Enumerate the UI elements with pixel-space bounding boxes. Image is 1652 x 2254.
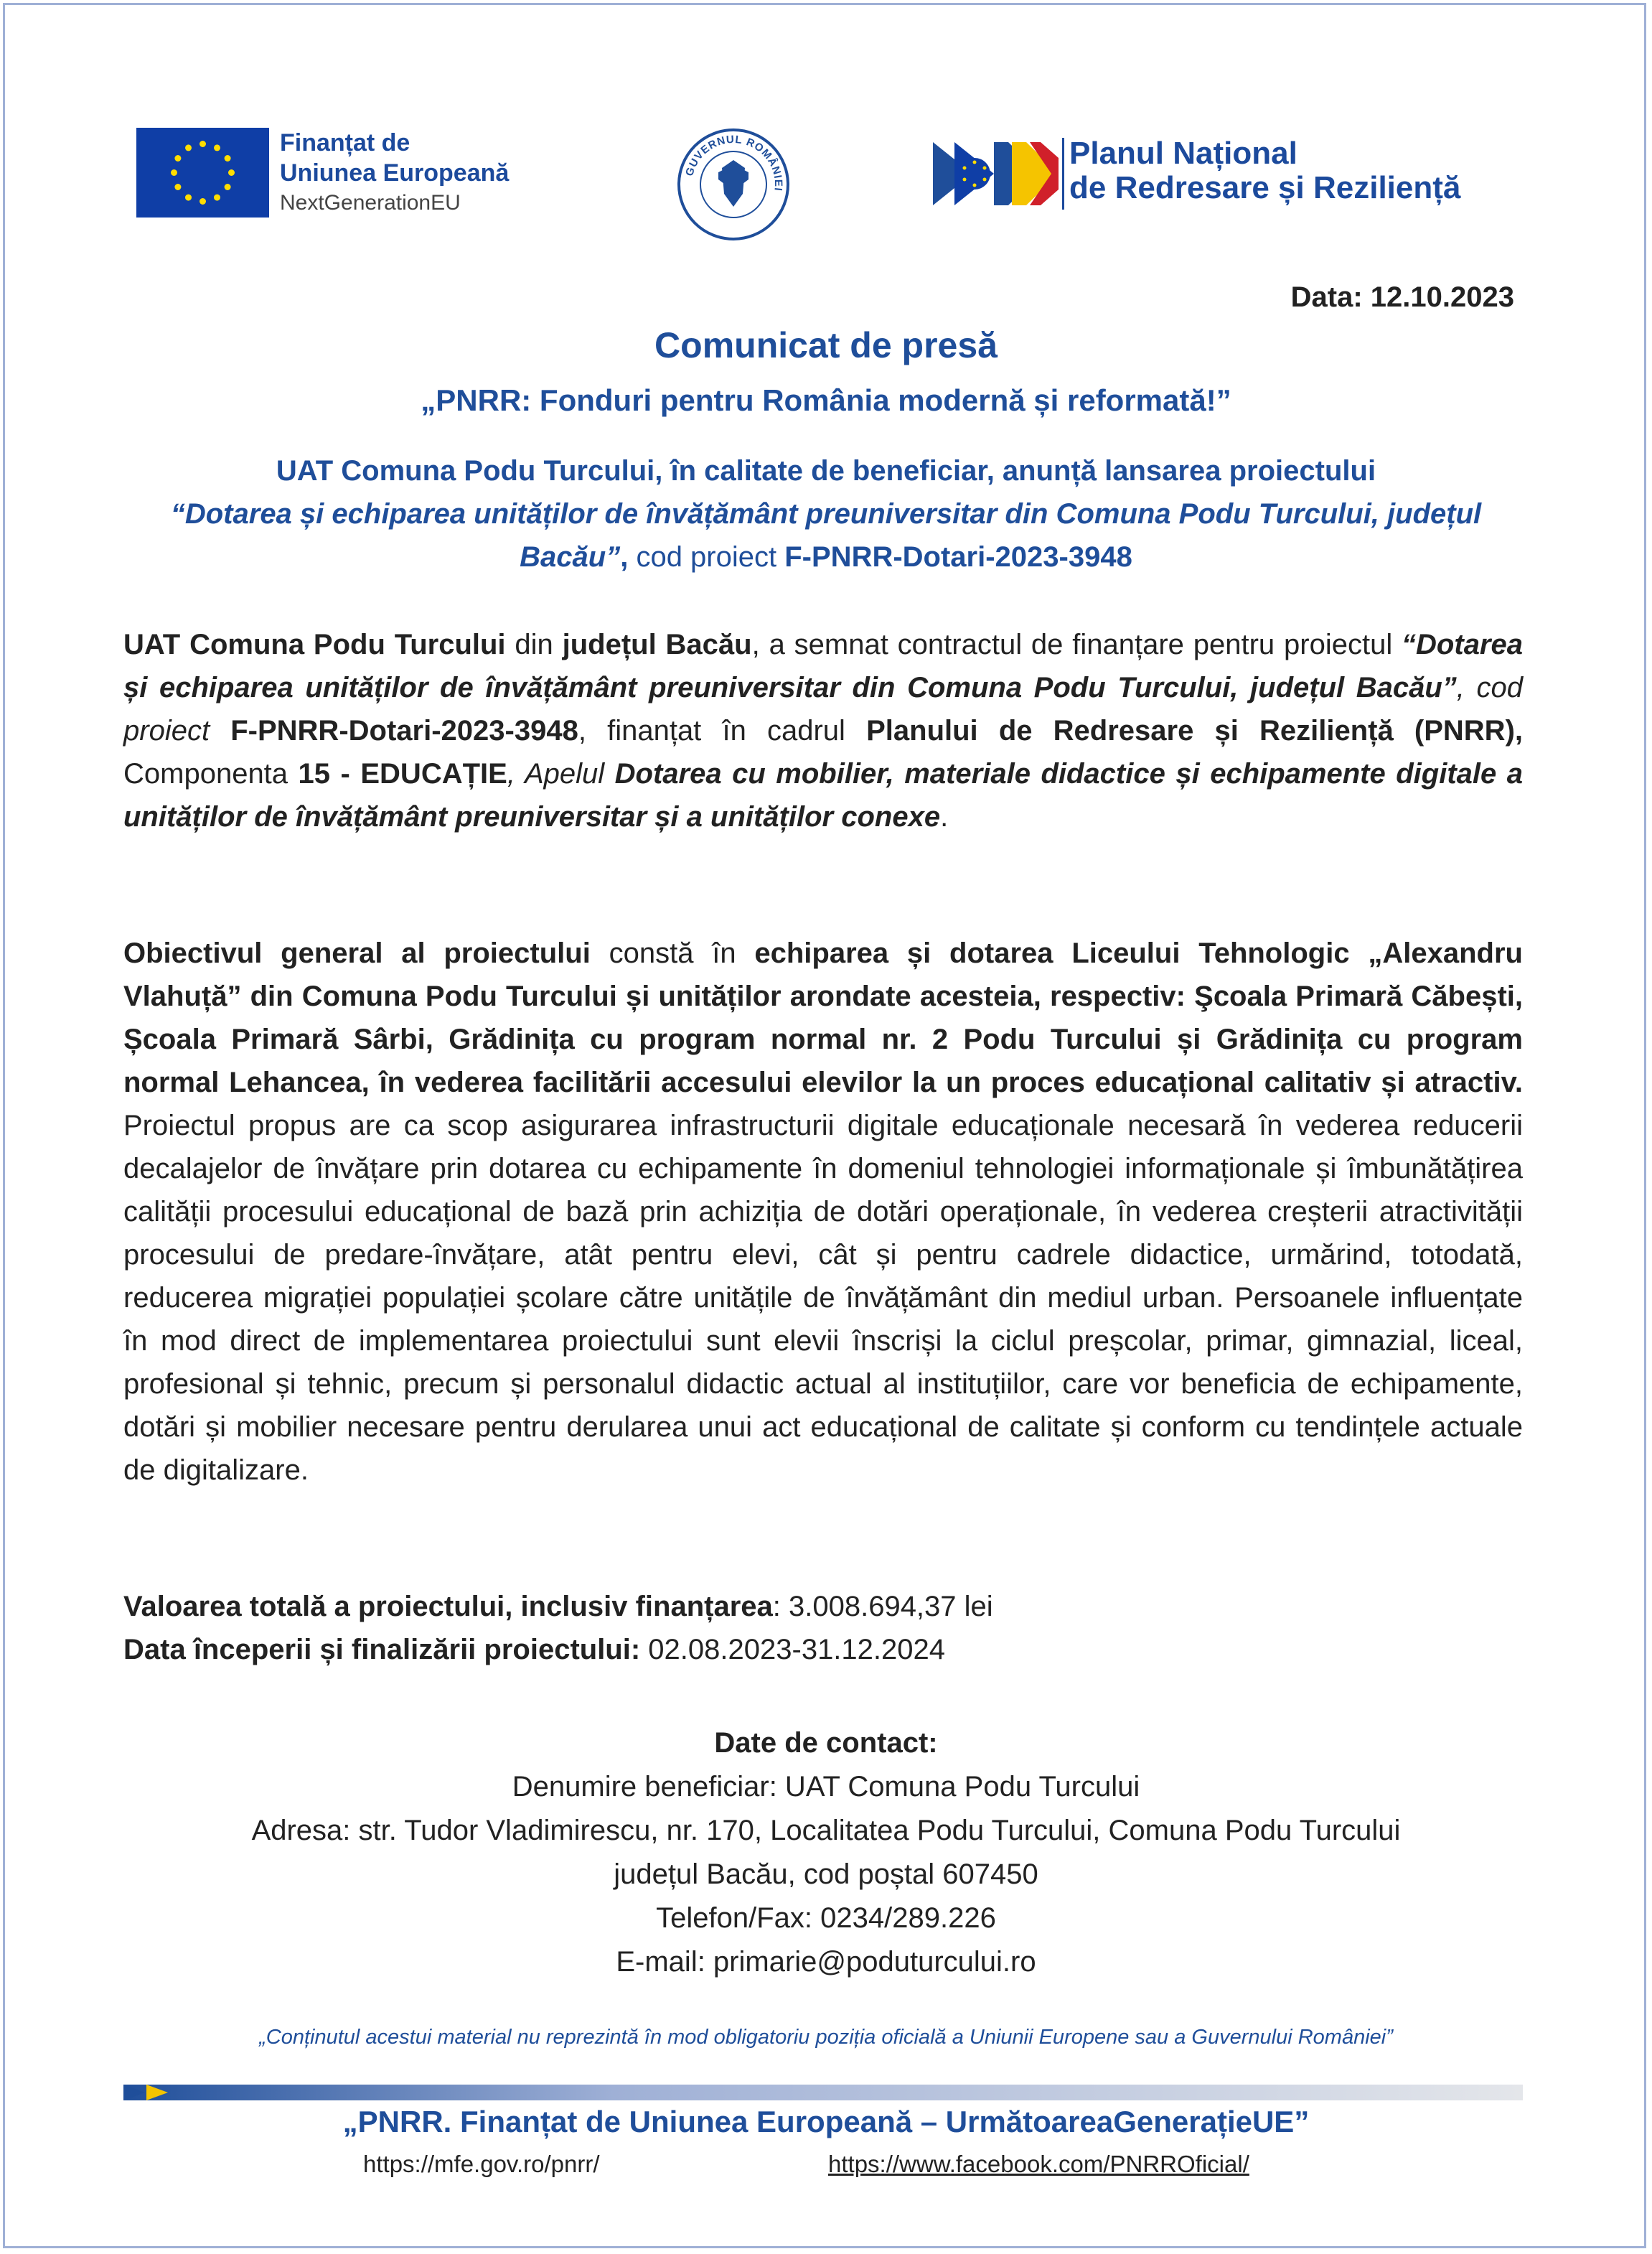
contact-heading: Date de contact: <box>714 1727 938 1759</box>
eu-star-icon <box>174 155 181 162</box>
paragraph-contract <box>123 623 1523 838</box>
para1-s10: Componenta <box>123 758 299 790</box>
romanian-government-seal-icon <box>677 128 790 241</box>
para1-s14: . <box>940 801 949 833</box>
para2-s3: echiparea și dotarea Liceului Tehnologic „Alexandru Vlahuță” din Comuna Podu Turcului și unităților arondate acesteia, respectiv: Şcoala Primară Căbești, Școala Primară Sârbi, Grădinița cu program normal nr. 2 Podu Turcului și Grădinița cu program normal Lehancea, în vederea facilitării accesului elevilor la un proces educațional calitativ și atractiv. <box>123 937 1523 1098</box>
para1-s11: 15 - EDUCAȚIE <box>298 758 507 790</box>
period-line <box>123 1628 1523 1671</box>
eu-star-icon <box>200 198 206 205</box>
romanian-government-seal <box>677 128 790 241</box>
intro-line1: UAT Comuna Podu Turcului, în calitate de beneficiar, anunță lansarea proiectului <box>276 455 1376 487</box>
intro-comma: , <box>620 541 629 573</box>
intro-cod: F-PNRR-Dotari-2023-3948 <box>784 541 1132 573</box>
seal-ring-text: GUVERNUL ROMÂNIEI <box>683 133 785 192</box>
eu-flag-icon <box>136 128 269 218</box>
eu-star-icon <box>200 141 206 147</box>
eu-star-icon <box>171 169 177 176</box>
para1-s3: județul Bacău <box>562 629 752 660</box>
contact-phone: Telefon/Fax: 0234/289.226 <box>656 1902 996 1934</box>
page-subtitle: „PNRR: Fonduri pentru România modernă și reformată!” <box>421 383 1231 417</box>
para2-s4: Proiectul propus are ca scop asigurarea infrastructurii digitale educaționale necesară în vederea reducerii decalajelor de învățare prin dotarea cu echipamente în domeniul tehnologiei informaționale și îmbunătățirea calității procesului educațional de bază prin achiziția de dotări operaționale, în vederea creșterii atractivității procesului de predare-învățare, atât pentru elevi, cât și pentru cadrele didactice, urmărind, totodată, reducerea migrației populației școlare către unitățile de învățământ din mediul urban. Persoanele influențate în mod direct de implementarea proiectului sunt elevii înscriși la ciclul preșcolar, primar, gimnazial, liceal, profesional și tehnic, precum și personalul didactic actual al instituțiilor, care vor beneficia de echipamente, dotări și mobilier necesare pentru derularea unui act educațional de calitate și conform cu tendințele actuale de digitalizare. <box>123 1110 1523 1486</box>
eu-funding-logo <box>136 128 538 223</box>
intro-cod-label: cod proiect <box>636 541 777 573</box>
period-value: 02.08.2023-31.12.2024 <box>640 1634 946 1665</box>
eu-logo-line2: Uniunea Europeană <box>280 159 510 187</box>
eu-star-icon <box>225 155 231 162</box>
para1-s4: , a semnat contractul de finanțare pentru proiectul <box>751 629 1402 660</box>
pnrr-divider <box>1062 138 1064 210</box>
pnrr-logo-line1: Planul Național <box>1069 136 1297 171</box>
para1-s6: , cod proiect <box>123 672 1524 747</box>
para1-s13: Dotarea cu mobilier, materiale didactice și echipamente digitale a unităților de învățământ preuniversitar și a unităților conexe <box>123 758 1524 833</box>
mfe-link[interactable]: https://mfe.gov.ro/pnrr/ <box>363 2151 600 2177</box>
eu-star-icon <box>185 195 192 201</box>
pnrr-logo-text <box>1069 136 1460 205</box>
eu-logo-text <box>280 128 509 218</box>
para1-s1: UAT Comuna Podu Turcului <box>123 629 506 660</box>
contact-email: E-mail: primarie@poduturcului.ro <box>616 1946 1036 1978</box>
para1-s8: , finanțat în cadrul <box>578 715 867 747</box>
contact-block <box>0 1721 1652 1984</box>
pnrr-arrows-icon <box>933 136 1059 212</box>
page-title: Comunicat de presă <box>654 325 998 365</box>
intro-block <box>144 449 1508 579</box>
total-value-sep: : <box>772 1591 789 1622</box>
eu-star-icon <box>185 144 192 151</box>
footer-slogan: „PNRR. Finanțat de Uniunea Europeană – UrmătoareaGenerațieUE” <box>342 2105 1310 2138</box>
eu-star-icon <box>228 169 235 176</box>
disclaimer: „Conținutul acestui material nu reprezintă în mod obligatoriu poziția oficială a Uniunii Europene sau a Guvernului României” <box>259 2026 1393 2049</box>
para2-s1: Obiectivul general al proiectului <box>123 937 591 969</box>
pnrr-logo <box>933 136 1507 215</box>
total-value-label: Valoarea totală a proiectului, inclusiv finanțarea <box>123 1591 773 1622</box>
contact-address2: județul Bacău, cod poștal 607450 <box>614 1858 1038 1890</box>
para1-s2: din <box>505 629 563 660</box>
contact-address1: Adresa: str. Tudor Vladimirescu, nr. 170, Localitatea Podu Turcului, Comuna Podu Turcului <box>251 1815 1401 1846</box>
pnrr-logo-line2: de Redresare și Reziliență <box>1069 170 1461 205</box>
eu-star-icon <box>174 184 181 190</box>
project-values <box>123 1585 1523 1671</box>
facebook-link[interactable]: https://www.facebook.com/PNRROficial/ <box>828 2151 1249 2177</box>
document-date: Data: 12.10.2023 <box>1290 281 1514 313</box>
para2-s2: constă în <box>590 937 755 969</box>
contact-beneficiary: Denumire beneficiar: UAT Comuna Podu Turcului <box>512 1771 1140 1802</box>
eu-logo-line3: NextGenerationEU <box>280 191 461 215</box>
paragraph-objective <box>123 932 1523 1492</box>
period-label: Data începerii și finalizării proiectului: <box>123 1634 641 1665</box>
para1-s9: Planului de Redresare și Reziliență (PNRR), <box>866 715 1523 747</box>
para1-s5: “Dotarea și echiparea unităților de învățământ preuniversitar din Comuna Podu Turcului, județul Bacău” <box>123 629 1523 703</box>
para1-s12: , Apelul <box>507 758 615 790</box>
eu-logo-line1: Finanțat de <box>280 129 410 156</box>
para1-s7: F-PNRR-Dotari-2023-3948 <box>230 715 578 747</box>
footer-stripe <box>123 2080 1523 2105</box>
intro-project-name: “Dotarea și echiparea unităților de învățământ preuniversitar din Comuna Podu Turcului, județul Bacău” <box>170 498 1482 573</box>
total-value: 3.008.694,37 lei <box>788 1591 993 1622</box>
eu-star-icon <box>225 184 231 190</box>
eu-star-icon <box>214 144 220 151</box>
eu-star-icon <box>214 195 220 201</box>
total-value-line <box>123 1585 1523 1628</box>
